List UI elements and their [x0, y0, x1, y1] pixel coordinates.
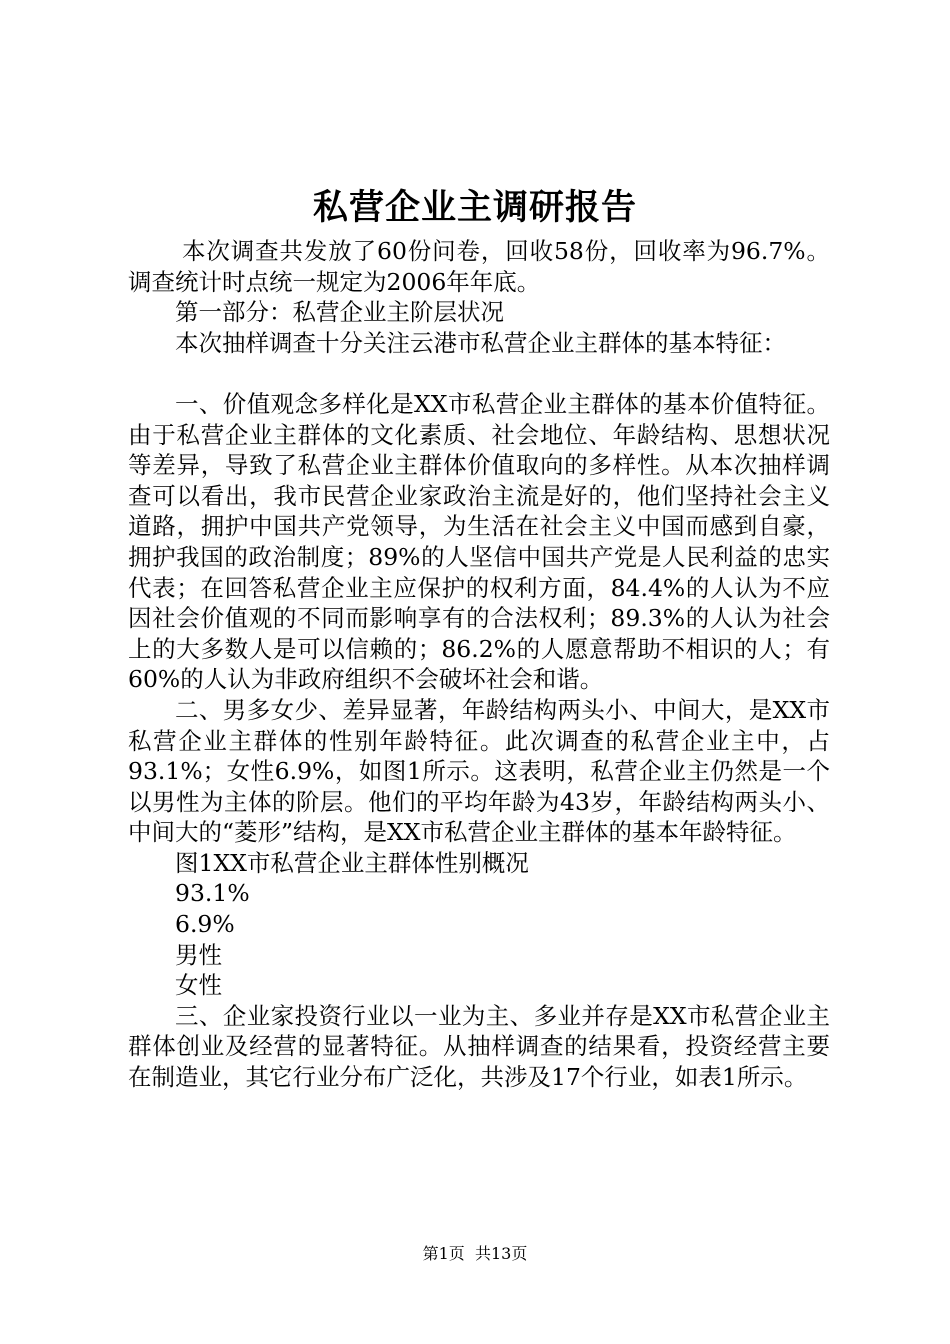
figure-label-female: 女性 — [175, 971, 222, 1000]
gender-age-paragraph: 二、男多女少、差异显著，年龄结构两头小、中间大，是XX市私营企业主群体的性别年龄特征。此次调查的私营企业主中，占93.1%；女性6.9%，如图1所示。这表明，私营企业主仍然是一个以男性为主体的阶层。他们的平均年龄为43岁，年龄结构两头小、中间大的“菱形”结构，是XX市私营企业主群体的基本年龄特征。 — [128, 695, 830, 847]
figure-value-female: 6.9% — [175, 910, 235, 939]
page-total: 共13页 — [474, 1244, 528, 1263]
intro-paragraph: 本次调查共发放了60份问卷，回收58份，回收率为96.7%。调查统计时点统一规定为2006年年底。 — [128, 237, 830, 296]
values-paragraph: 一、价值观念多样化是XX市私营企业主群体的基本价值特征。由于私营企业主群体的文化素质、社会地位、年龄结构、思想状况等差异，导致了私营企业主群体价值取向的多样性。从本次抽样调查可以看出，我市民营企业家政治主流是好的，他们坚持社会主义道路，拥护中国共产党领导，为生活在社会主义中国而感到自豪，拥护我国的政治制度；89%的人坚信中国共产党是人民利益的忠实代表；在回答私营企业主应保护的权利方面，84.4%的人认为不应因社会价值观的不同而影响享有的合法权利；89.3%的人认为社会上的大多数人是可以信赖的；86.2%的人愿意帮助不相识的人；有60%的人认为非政府组织不会破坏社会和谐。 — [128, 389, 830, 694]
page-number: 第1页 — [422, 1244, 465, 1263]
figure-label-male: 男性 — [175, 940, 222, 969]
survey-focus-paragraph: 本次抽样调查十分关注云港市私营企业主群体的基本特征： — [175, 328, 786, 357]
document-body — [128, 236, 830, 1093]
page-footer — [0, 1243, 950, 1265]
document-title: 私营企业主调研报告 — [312, 187, 637, 228]
section-heading: 第一部分：私营企业主阶层状况 — [175, 298, 504, 327]
figure-value-male: 93.1% — [175, 879, 250, 908]
industry-paragraph: 三、企业家投资行业以一业为主、多业并存是XX市私营企业主群体创业及经营的显著特征。从抽样调查的结果看，投资经营主要在制造业，其它行业分布广泛化，共涉及17个行业，如表1所示。 — [128, 1001, 830, 1092]
figure-caption: 图1XX市私营企业主群体性别概况 — [175, 848, 529, 877]
